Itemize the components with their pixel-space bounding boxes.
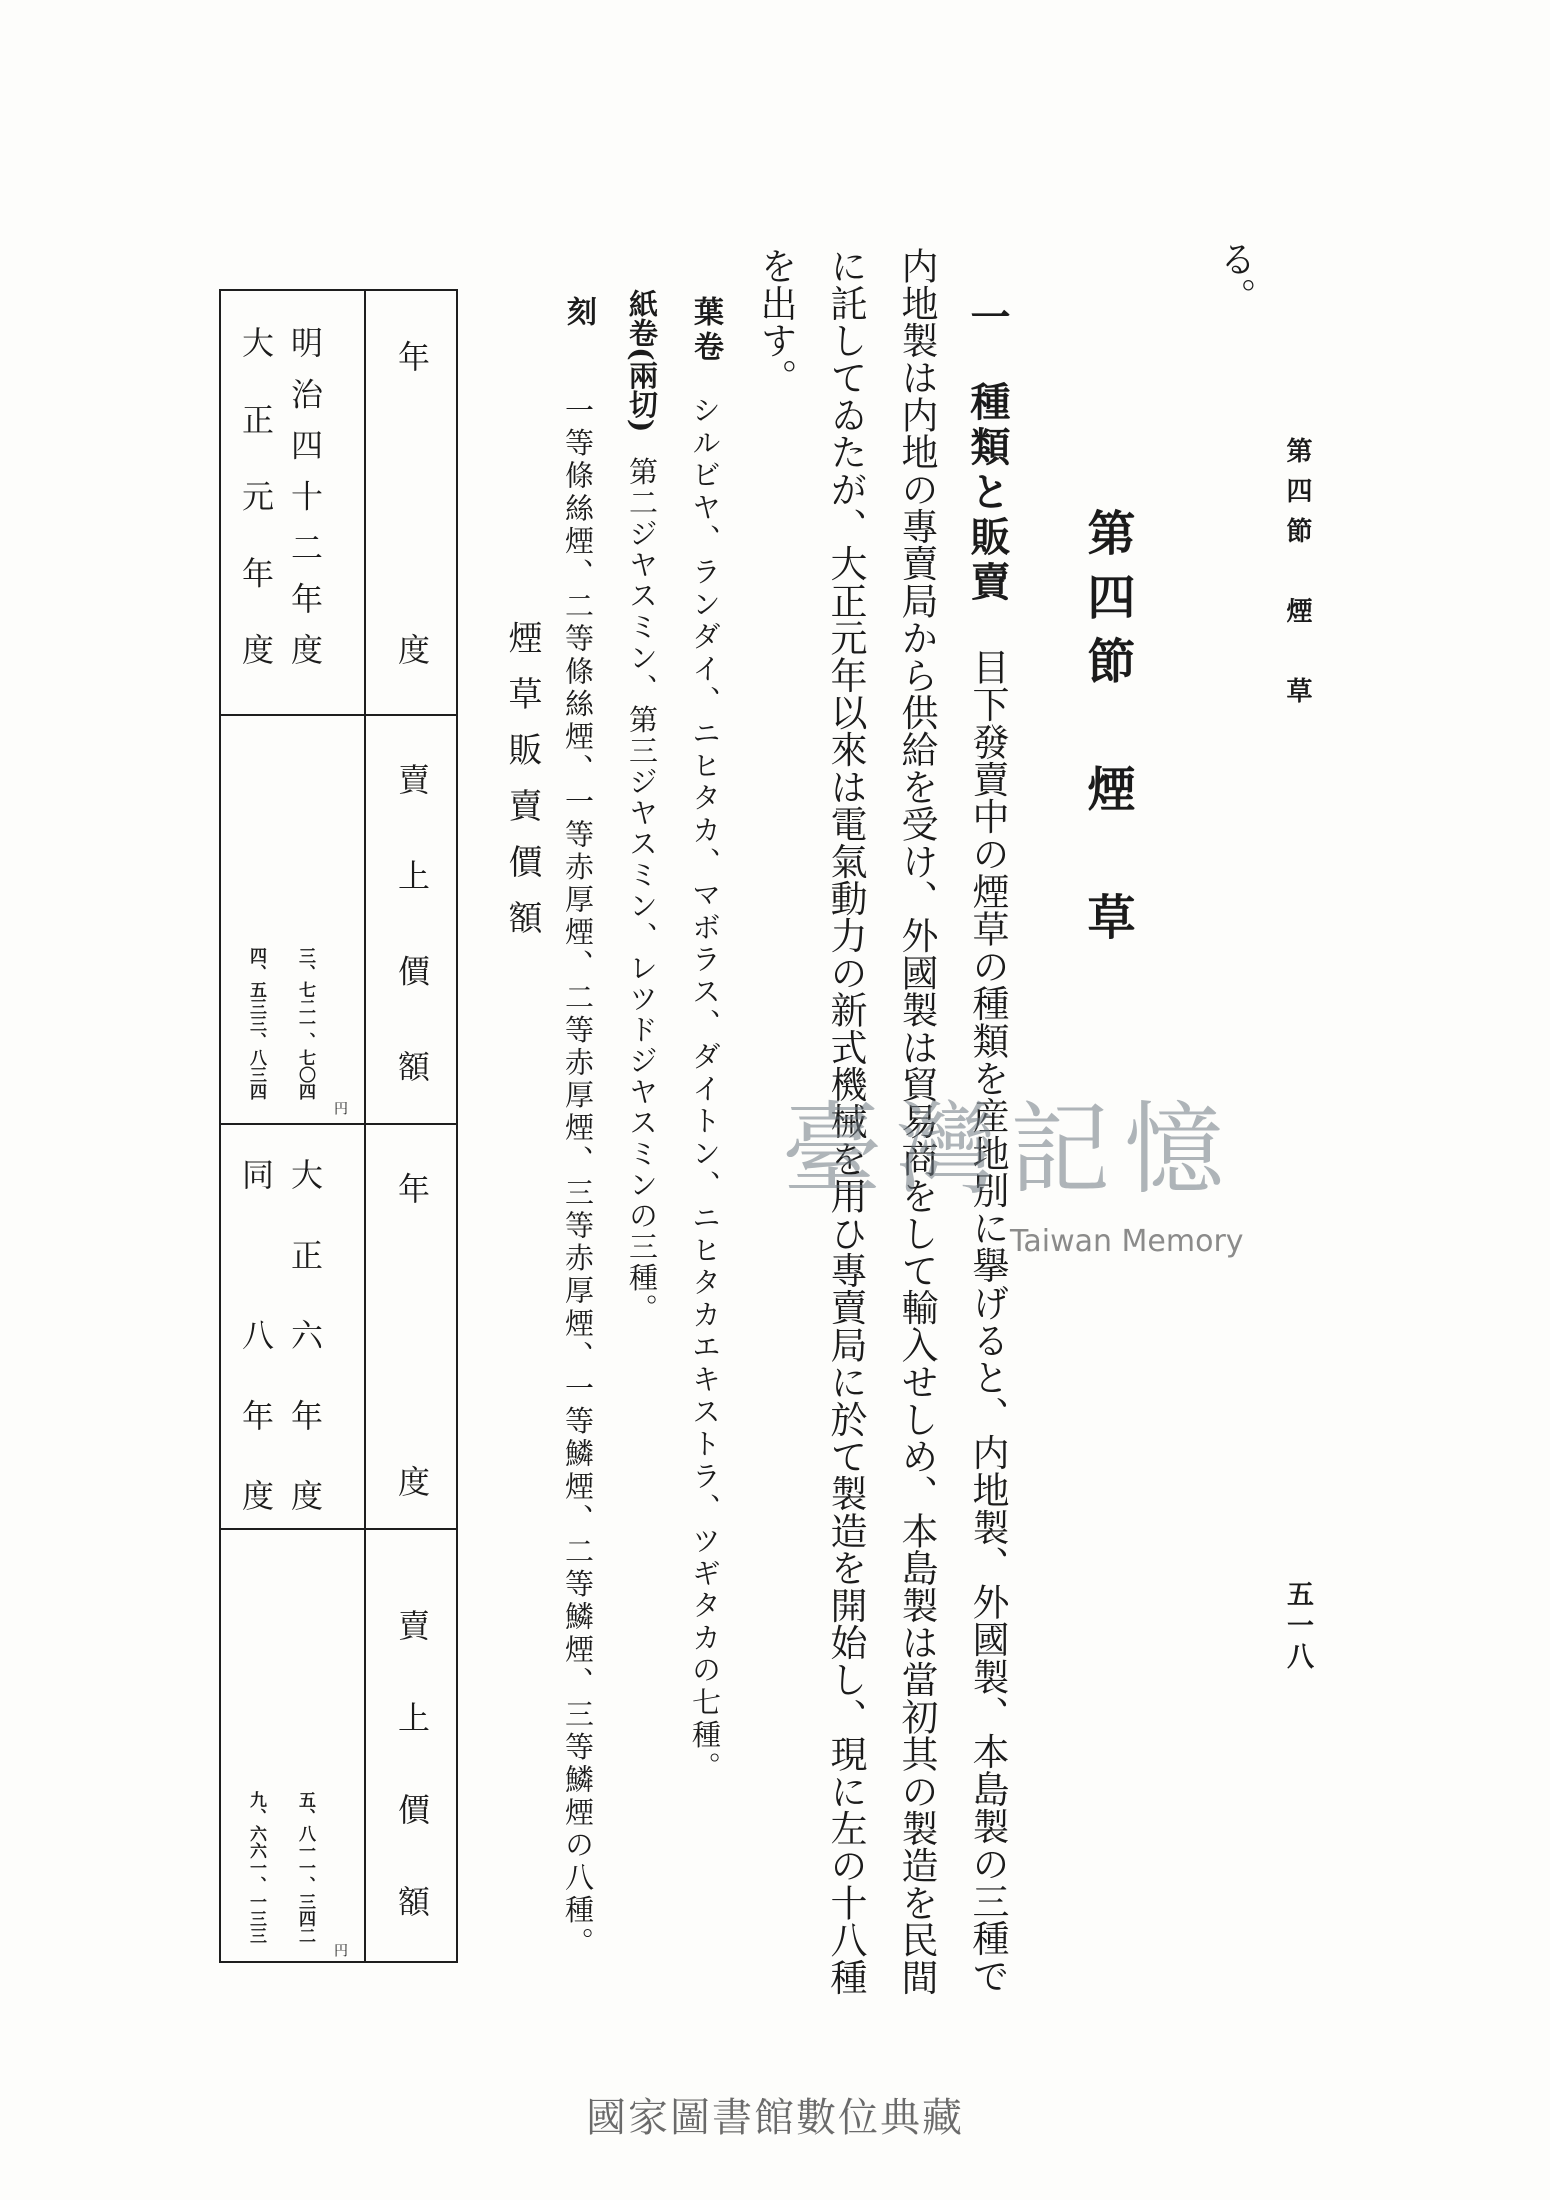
table-title: 煙草販賣價額 — [502, 620, 542, 956]
table-cell-amount: 九、六六一、一三三 — [246, 1791, 266, 1944]
product-list-cut-tobacco — [561, 296, 596, 1960]
table-cell-amount: 三、七二一、七〇四 — [295, 947, 315, 1100]
subsection-number: 一 — [964, 296, 1011, 336]
table-cell-year: 明治四十二年度 — [286, 326, 324, 665]
section-heading: 第四節 煙 草 — [1079, 508, 1135, 956]
carryover-text: る。 — [1213, 240, 1256, 315]
table-header-amount: 賣上價額 — [393, 1609, 431, 1917]
currency-unit: 円 — [332, 1943, 348, 1957]
subsection-title: 種類と販賣 — [964, 381, 1011, 606]
table-cell-year: 大正六年度 — [286, 1158, 324, 1511]
table-cell-year: 大正元年度 — [237, 326, 275, 665]
paragraph-text: 目下發賣中の煙草の種類を産地別に擧げると、内地製、外國製、本島製の三種で — [966, 648, 1009, 1995]
table-divider — [221, 714, 456, 716]
paragraph-line: を出す。 — [754, 247, 797, 396]
product-items: 第二ジヤスミン、第三ジヤスミン、レツドジヤスミンの三種。 — [625, 456, 659, 1325]
product-items: 一等條絲煙、二等條絲煙、一等赤厚煙、二等赤厚煙、三等赤厚煙、一等鱗煙、二等鱗煙、三等鱗煙の八種。 — [561, 395, 595, 1960]
table-header-year: 年度 — [393, 1172, 431, 1497]
product-list-cigarettes — [625, 289, 659, 1325]
product-list-cigars — [688, 296, 723, 1784]
product-category: 刻 — [561, 296, 596, 331]
table-header-year: 年度 — [393, 340, 431, 665]
product-category: 葉卷 — [688, 296, 723, 366]
footer-credit: 國家圖書館數位典藏 — [586, 2095, 964, 2141]
paragraph-line: 内地製は内地の專賣局から供給を受け、外國製は貿易商をして輸入せしめ、本島製は當初其の製造を民間 — [895, 247, 938, 1996]
watermark-logo: 臺灣記憶 — [782, 1091, 1238, 1208]
product-items: シルビヤ、ランダイ、ニヒタカ、マボラス、ダイトン、ニヒタカエキストラ、ツギタカの七種。 — [688, 395, 722, 1784]
product-category: 紙卷(兩切) — [625, 289, 659, 433]
paragraph-line: に託してゐたが、大正元年以來は電氣動力の新式機械を用ひ專賣局に於て製造を開始し、現に左の十八種 — [824, 247, 867, 1996]
table-divider — [364, 291, 366, 1961]
table-cell-year: 同 八年度 — [237, 1158, 275, 1511]
running-header: 第四節 煙 草 — [1282, 437, 1312, 717]
table-divider — [221, 1528, 456, 1530]
sales-table — [219, 289, 458, 1963]
watermark-subtitle: Taiwan Memory — [1010, 1224, 1244, 1259]
table-cell-amount: 五、八一一、三四二 — [295, 1791, 315, 1944]
table-header-amount: 賣上價額 — [393, 763, 431, 1082]
currency-unit: 円 — [332, 1101, 348, 1115]
page-number: 五一八 — [1282, 1580, 1313, 1673]
table-divider — [221, 1123, 456, 1125]
table-cell-amount: 四、五三三、八三四 — [246, 947, 266, 1100]
